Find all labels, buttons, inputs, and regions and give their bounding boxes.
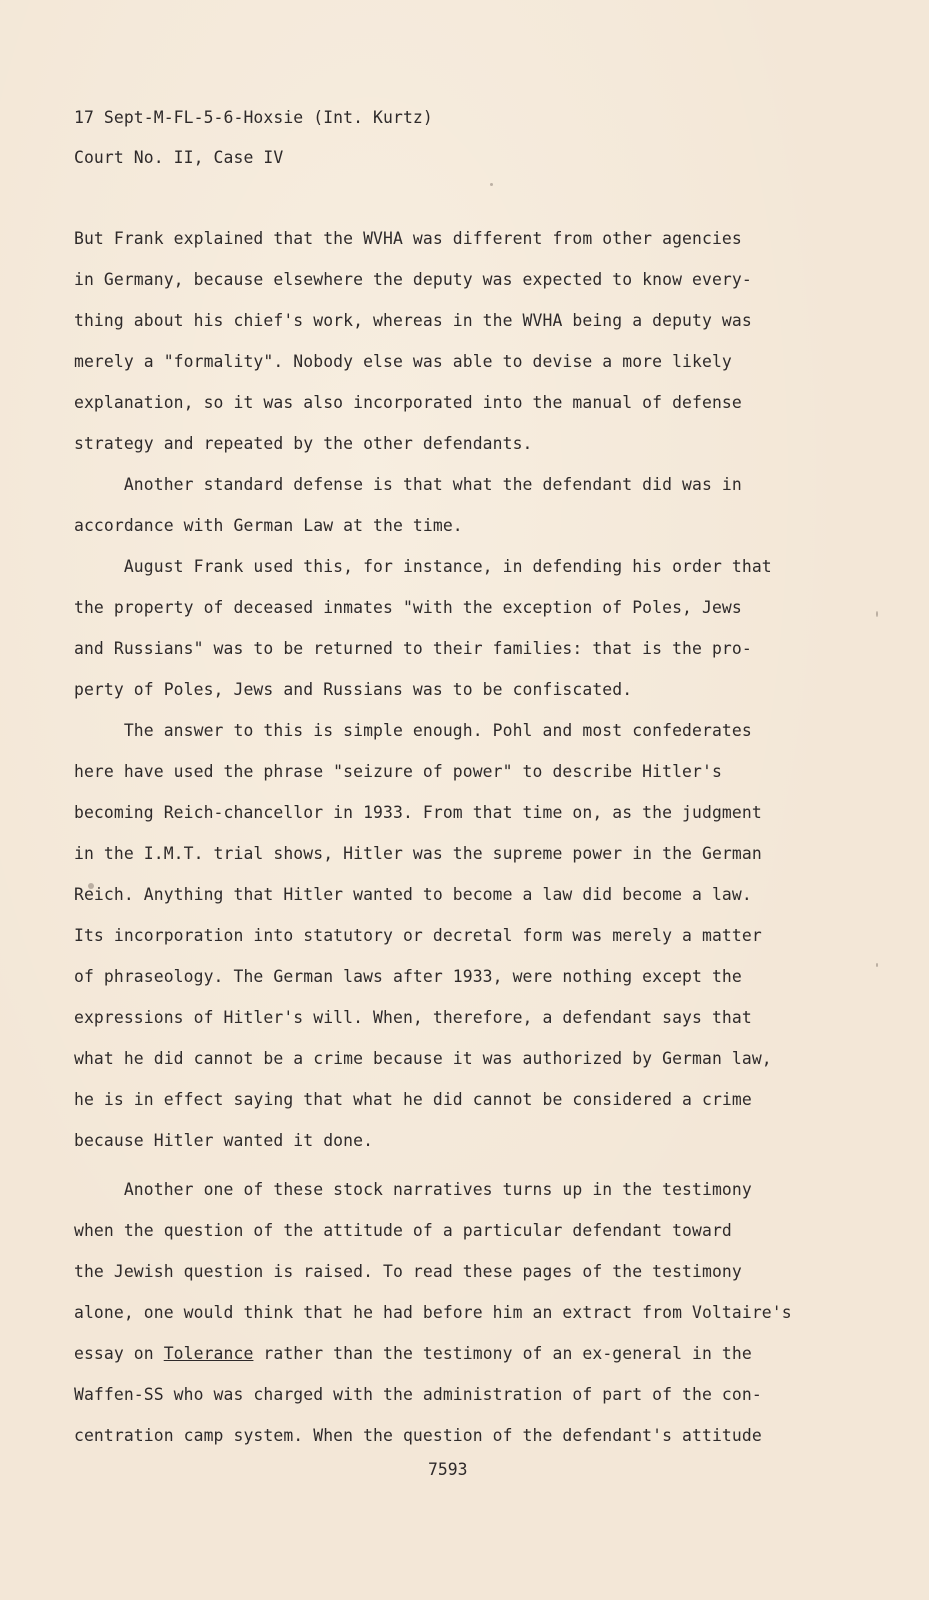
body-line: merely a "formality". Nobody else was able to devise a more likely xyxy=(74,352,732,371)
tolerance-title: Tolerance xyxy=(163,1344,254,1363)
body-line: Reich. Anything that Hitler wanted to become a law did become a law. xyxy=(74,885,752,904)
body-line: August Frank used this, for instance, in defending his order that xyxy=(74,557,772,576)
body-text xyxy=(74,229,792,1445)
body-line: and Russians" was to be returned to their families: that is the pro- xyxy=(74,639,752,658)
body-line: in the I.M.T. trial shows, Hitler was the supreme power in the German xyxy=(74,844,762,863)
body-line: centration camp system. When the question of the defendant's attitude xyxy=(74,1426,762,1445)
body-line: explanation, so it was also incorporated into the manual of defense xyxy=(74,393,742,412)
body-line-underlined xyxy=(74,1344,752,1363)
body-line: when the question of the attitude of a particular defendant toward xyxy=(74,1221,732,1240)
body-line: in Germany, because elsewhere the deputy was expected to know every- xyxy=(74,270,752,289)
body-line: expressions of Hitler's will. When, therefore, a defendant says that xyxy=(74,1008,752,1027)
body-line: strategy and repeated by the other defendants. xyxy=(74,434,533,453)
body-line: Another one of these stock narratives turns up in the testimony xyxy=(74,1180,752,1199)
body-line: Waffen-SS who was charged with the administration of part of the con- xyxy=(74,1385,762,1404)
body-line: But Frank explained that the WVHA was different from other agencies xyxy=(74,229,742,248)
body-line: of phraseology. The German laws after 1933, were nothing except the xyxy=(74,967,742,986)
essay-suffix: rather than the testimony of an ex-general in the xyxy=(253,1344,752,1363)
paper-speck xyxy=(490,183,493,186)
page-number: 7593 xyxy=(428,1460,468,1479)
body-line: he is in effect saying that what he did cannot be considered a crime xyxy=(74,1090,752,1109)
body-line: because Hitler wanted it done. xyxy=(74,1131,374,1150)
body-line: what he did cannot be a crime because it was authorized by German law, xyxy=(74,1049,772,1068)
body-line: becoming Reich-chancellor in 1933. From that time on, as the judgment xyxy=(74,803,762,822)
body-line: alone, one would think that he had before him an extract from Voltaire's xyxy=(74,1303,792,1322)
body-line: accordance with German Law at the time. xyxy=(74,516,463,535)
paper-speck xyxy=(88,883,94,889)
paper-speck xyxy=(876,963,878,967)
body-line: Its incorporation into statutory or decretal form was merely a matter xyxy=(74,926,762,945)
header-line-2: Court No. II, Case IV xyxy=(74,148,284,167)
body-line: the Jewish question is raised. To read these pages of the testimony xyxy=(74,1262,742,1281)
body-line: Another standard defense is that what the defendant did was in xyxy=(74,475,742,494)
body-line: perty of Poles, Jews and Russians was to be confiscated. xyxy=(74,680,633,699)
paper-speck xyxy=(876,611,878,617)
body-line: The answer to this is simple enough. Pohl and most confederates xyxy=(74,721,752,740)
body-line: the property of deceased inmates "with the exception of Poles, Jews xyxy=(74,598,742,617)
body-line: here have used the phrase "seizure of power" to describe Hitler's xyxy=(74,762,722,781)
header-line-1: 17 Sept-M-FL-5-6-Hoxsie (Int. Kurtz) xyxy=(74,108,433,127)
body-line: thing about his chief's work, whereas in the WVHA being a deputy was xyxy=(74,311,752,330)
essay-prefix: essay on xyxy=(74,1344,164,1363)
